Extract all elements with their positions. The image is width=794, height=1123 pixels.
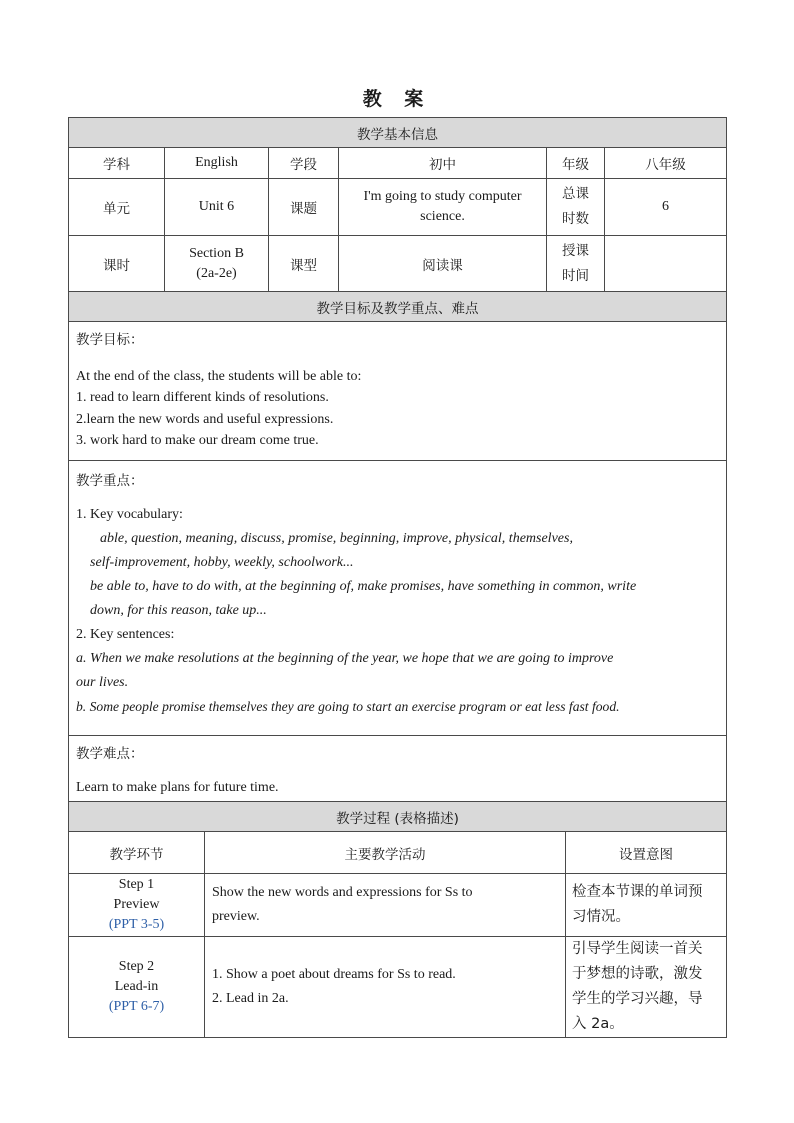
total-hours-value: 6	[605, 179, 727, 236]
basic-info-header: 教学基本信息	[69, 118, 727, 148]
key-sentence-a-2: our lives.	[76, 674, 129, 690]
difficult-points-text: Learn to make plans for future time.	[76, 779, 279, 795]
stage-value: 初中	[339, 148, 547, 179]
intent-cell	[566, 937, 727, 1038]
intent-line: 习情况。	[572, 909, 630, 925]
period-line-1: Section B	[189, 245, 244, 261]
step-cell	[69, 937, 205, 1038]
teaching-process-table	[68, 801, 727, 1038]
period-line-2: (2a-2e)	[196, 265, 237, 281]
intent-cell	[566, 874, 727, 937]
activity-line: preview.	[212, 909, 260, 924]
teaching-goals-cell	[69, 322, 727, 461]
total-hours-label-2: 时数	[562, 211, 589, 227]
lesson-type-label: 课型	[269, 236, 339, 292]
subject-value: English	[165, 148, 269, 179]
unit-label: 单元	[69, 179, 165, 236]
intent-line: 检查本节课的单词预	[572, 884, 703, 900]
activity-line: 2. Lead in 2a.	[212, 991, 289, 1006]
col-intent-header: 设置意图	[566, 832, 727, 874]
table-row	[69, 874, 727, 937]
topic-line-1: I'm going to study computer	[363, 189, 522, 204]
step-ppt-ref: (PPT 6-7)	[108, 999, 165, 1014]
teaching-time-label-1: 授课	[562, 242, 589, 259]
key-sentence-a-1: a. When we make resolutions at the beginning of the year, we hope that we are going to improve	[76, 650, 614, 666]
activity-cell	[205, 874, 566, 937]
process-header: 教学过程 (表格描述)	[69, 802, 727, 832]
period-label: 课时	[69, 236, 165, 292]
key-sentences-heading: 2. Key sentences:	[76, 626, 175, 642]
topic-label: 课题	[269, 179, 339, 236]
col-activity-header: 主要教学活动	[205, 832, 566, 874]
key-sentence-b: b. Some people promise themselves they are going to start an exercise program or eat less fast food.	[76, 698, 620, 714]
subject-label: 学科	[69, 148, 165, 179]
col-step-header: 教学环节	[69, 832, 205, 874]
goal-line-3: 3. work hard to make our dream come true.	[76, 433, 319, 448]
key-vocab-words-1: able, question, meaning, discuss, promise, beginning, improve, physical, themselves,	[100, 530, 573, 546]
step-name: Lead-in	[114, 979, 159, 994]
step-number: Step 1	[118, 877, 155, 892]
intent-line: 学生的学习兴趣，导	[572, 991, 703, 1007]
intent-line: 入 2a。	[572, 1016, 624, 1032]
key-vocab-words-2: self-improvement, hobby, weekly, schoolwork...	[90, 554, 354, 570]
intent-line: 引导学生阅读一首关	[572, 941, 703, 957]
key-points-label: 教学重点：	[76, 472, 144, 489]
step-cell	[69, 874, 205, 937]
table-row	[69, 937, 727, 1038]
total-hours-label	[547, 179, 605, 236]
grade-label: 年级	[547, 148, 605, 179]
teaching-time-label	[547, 236, 605, 292]
teaching-time-value	[605, 236, 727, 292]
activity-line: Show the new words and expressions for Ss to	[212, 885, 473, 900]
topic-value	[339, 179, 547, 236]
step-ppt-ref: (PPT 3-5)	[108, 917, 165, 932]
basic-info-table	[68, 117, 727, 807]
goal-line-1: 1. read to learn different kinds of resolutions.	[76, 390, 329, 405]
key-vocab-phrases-1: be able to, have to do with, at the beginning of, make promises, have something in common, write	[90, 578, 637, 594]
period-value	[165, 236, 269, 292]
key-points-cell	[69, 460, 727, 735]
teaching-goals-label: 教学目标：	[76, 332, 144, 348]
difficult-points-cell	[69, 735, 727, 806]
topic-line-2: science.	[420, 209, 465, 224]
stage-label: 学段	[269, 148, 339, 179]
step-number: Step 2	[118, 959, 155, 974]
activity-cell	[205, 937, 566, 1038]
total-hours-label-1: 总课	[562, 186, 589, 202]
intent-line: 于梦想的诗歌，激发	[572, 966, 703, 982]
lesson-type-value: 阅读课	[339, 236, 547, 292]
goal-line-0: At the end of the class, the students will be able to:	[76, 368, 362, 384]
unit-value: Unit 6	[165, 179, 269, 236]
key-vocab-phrases-2: down, for this reason, take up...	[90, 602, 267, 618]
key-vocab-heading: 1. Key vocabulary:	[76, 506, 183, 522]
activity-line: 1. Show a poet about dreams for Ss to read.	[212, 967, 456, 982]
teaching-time-label-2: 时间	[562, 267, 589, 284]
grade-value: 八年级	[605, 148, 727, 179]
objectives-header: 教学目标及教学重点、难点	[69, 292, 727, 322]
goal-line-2: 2.learn the new words and useful expressions.	[76, 411, 334, 427]
document-title: 教 案	[362, 88, 432, 110]
difficult-points-label: 教学难点：	[76, 745, 144, 762]
step-name: Preview	[113, 897, 160, 912]
